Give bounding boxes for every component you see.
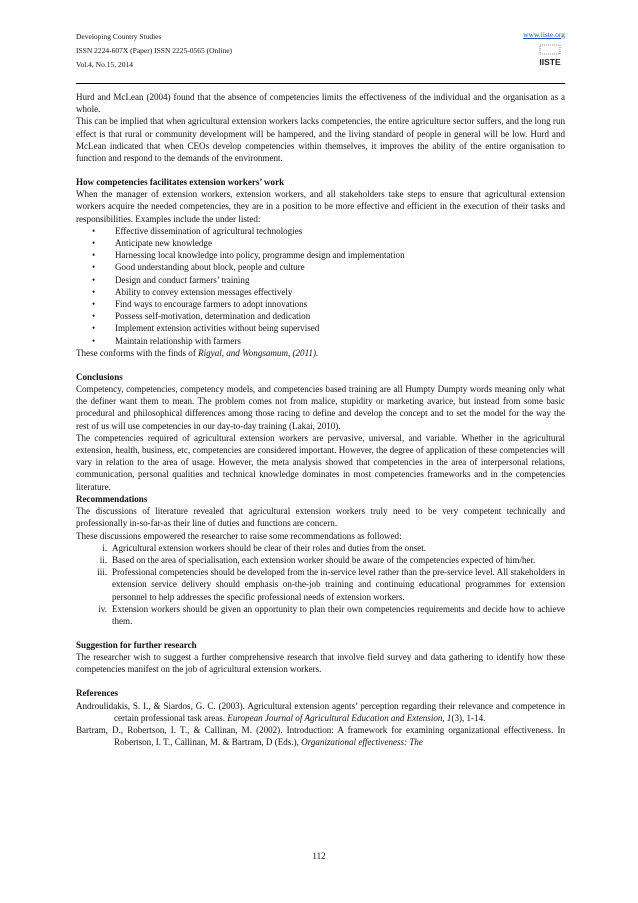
section-heading-references: References <box>76 688 119 699</box>
section-heading-recommendations: Recommendations <box>76 493 148 504</box>
conclusions-paragraph-1: Competency, competencies, competency models, and competencies based training are all Humpty Dumpty words meaning only what the definer want them to mean. The problem comes not from malice, stupidity or marketing avarice, but instead from some basic procedural and philosophical differences among those racing to define and develop the concept and to set the model for the way the rest of us will use competencies in our day-to-day training (Lakai, 2010). <box>76 384 565 431</box>
list-item: • Ability to convey extension messages effectively <box>76 286 565 298</box>
list-item <box>76 566 565 603</box>
list-item: • Good understanding about block, people and culture <box>76 261 565 273</box>
page-number: 112 <box>312 851 326 861</box>
list-item <box>76 603 565 627</box>
iiste-logo <box>539 44 561 68</box>
examples-bullet-list <box>76 225 565 347</box>
page-header <box>76 30 565 80</box>
conforms-citation: Rigyal, and Wongsamum, (2011). <box>198 347 319 358</box>
section-heading-facilitates: How competencies facilitates extension workers’ work <box>76 177 285 188</box>
journal-issn: ISSN 2224-607X (Paper) ISSN 2225-0565 (Online) <box>76 46 233 55</box>
list-item <box>76 542 565 554</box>
list-item: • Find ways to encourage farmers to adopt innovations <box>76 298 565 310</box>
intro-paragraph-1: Hurd and McLean (2004) found that the absence of competencies limits the effectiveness of the individual and the organisation as a whole. <box>76 92 565 115</box>
reference-text: (3), 1-14. <box>451 712 486 723</box>
journal-url-link[interactable]: www.iiste.org <box>523 30 565 39</box>
section-heading-further-research: Suggestion for further research <box>76 639 197 650</box>
journal-volume: Vol.4, No.15, 2014 <box>76 60 133 69</box>
list-text: Extension workers should be given an opportunity to plan their own competencies requirements and decide how to achieve them. <box>112 603 565 626</box>
intro-paragraph-2: This can be implied that when agricultural extension workers lacks competencies, the entire agriculture sector suffers, and the long run effect is that rural or community development will be hampered, and the living standard of people in general will be low. Hurd and McLean indicated that when CEOs develop competencies within themselves, it improves the ability of the entire organisation to function and respond to the demands of the environment. <box>76 116 565 164</box>
recommendations-paragraph-2: These discussions empowered the researcher to raise some recommendations as followed: <box>76 530 402 541</box>
list-number: ii. <box>99 554 107 565</box>
list-item: • Possess self-motivation, determination and dedication <box>76 310 565 322</box>
further-research-paragraph: The researcher wish to suggest a further comprehensive research that involve field survey and data gathering to identify how these competencies manifest on the job of agricultural extension workers. <box>76 652 565 675</box>
conclusions-paragraph-2: The competencies required of agricultural extension workers are pervasive, universal, and variable. Whether in the agricultural extension, health, business, etc, competencies are considered important. However, the degree of application of these competencies will vary in relation to the area of usage. However, the meta analysis showed that competencies in the area of interpersonal relations, communication, personal qualities and technical knowledge dominates in most competencies frameworks and in the competencies literature. <box>76 432 565 492</box>
recommendations-paragraph-1: The discussions of literature revealed that agricultural extension workers truly need to be very competent technically and professionally in-so-far-as their line of duties and functions are concern. <box>76 506 565 529</box>
header-rule <box>76 83 565 84</box>
list-text: Based on the area of specialisation, each extension worker should be aware of the competencies expected of him/her. <box>112 554 536 565</box>
svg-text:IISTE: IISTE <box>539 57 561 67</box>
list-text: Agricultural extension workers should be clear of their roles and duties from the onset. <box>112 542 427 553</box>
reference-text: Androulidakis, S. I., & Siardos, G. C. (2003). Agricultural extension agents’ perception regarding their relevance and competence in certain professional task areas. <box>76 700 565 723</box>
list-item: • Implement extension activities without being supervised <box>76 322 565 334</box>
list-number: iv. <box>98 603 107 614</box>
recommendations-list <box>76 542 565 627</box>
reference-entry <box>76 700 565 724</box>
reference-book-title: Organizational effectiveness: The <box>301 737 423 748</box>
facilitates-paragraph: When the manager of extension workers, extension workers, and all stakeholders take steps to ensure that agricultural extension workers acquire the needed competencies, they are in a position to be more effective and efficient in the execution of their tasks and responsibilities. Examples include the under listed: <box>76 189 565 224</box>
list-item: • Harnessing local knowledge into policy, programme design and implementation <box>76 249 565 261</box>
list-number: iii. <box>97 567 107 578</box>
reference-text: Bartram, D., Robertson, I. T., & Callinan, M. (2002). Introduction: A framework for examining organizational effectiveness. In Robertson, I. T., Callinan, M. & Bartram, D (Eds.), <box>76 724 565 748</box>
list-number: i. <box>102 542 107 553</box>
list-item: • Anticipate new knowledge <box>76 237 565 249</box>
journal-name: Developing Country Studies <box>76 32 162 41</box>
list-item: • Effective dissemination of agricultural technologies <box>76 225 565 237</box>
list-item <box>76 554 565 566</box>
conforms-sentence <box>76 347 565 359</box>
reference-volume: 1 <box>446 712 452 723</box>
reference-journal: European Journal of Agricultural Education and Extension <box>227 712 443 723</box>
section-heading-conclusions: Conclusions <box>76 371 123 382</box>
conforms-text: These conforms with the finds of <box>76 347 199 358</box>
list-item: • Maintain relationship with farmers <box>76 335 565 347</box>
reference-entry <box>76 724 565 748</box>
reference-text: , <box>442 712 447 723</box>
list-text: Professional competencies should be developed from the in-service level rather than the pre-service level. All stakeholders in extension service delivery should emphasis on-the-job training and continuing educational programmes for extension personnel to help addresses the specific professional needs of extension workers. <box>112 567 565 602</box>
list-item: • Design and conduct farmers’ training <box>76 274 565 286</box>
article-body <box>76 91 565 748</box>
